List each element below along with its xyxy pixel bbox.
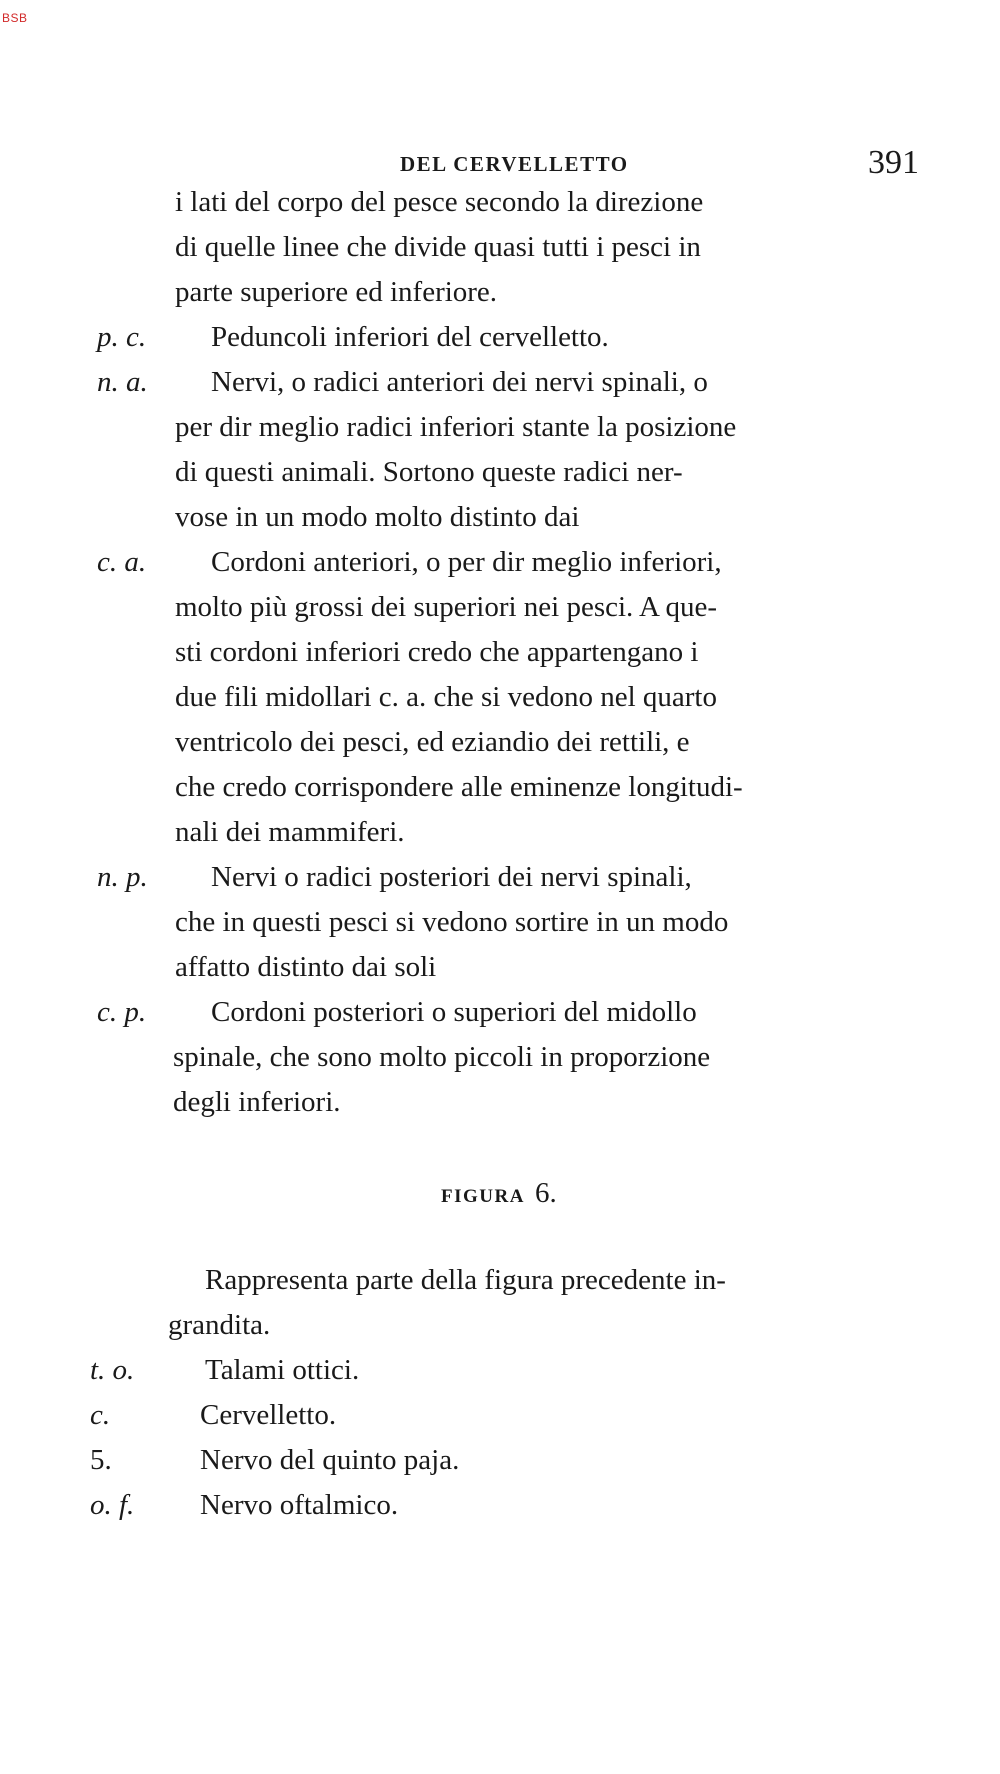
- body-line: nali dei mammiferi.: [175, 816, 405, 848]
- library-watermark: BSB: [2, 11, 28, 25]
- entry-label: c. a.: [97, 546, 147, 578]
- body-line: parte superiore ed inferiore.: [175, 276, 498, 308]
- figure-heading: [441, 1177, 557, 1210]
- figure-caption-line: grandita.: [168, 1309, 271, 1341]
- figure-entry-label: c.: [90, 1399, 111, 1431]
- body-line: due fili midollari c. a. che si vedono nel quarto: [175, 681, 717, 713]
- figure-entry-label: t. o.: [90, 1354, 135, 1386]
- figure-number: 6.: [534, 1177, 557, 1209]
- entry-label: n. p.: [97, 861, 148, 893]
- figure-entry-line: Nervo del quinto paja.: [200, 1444, 460, 1476]
- body-line: sti cordoni inferiori credo che appartengano i: [175, 636, 699, 668]
- body-line: Peduncoli inferiori del cervelletto.: [211, 321, 609, 353]
- body-line: vose in un modo molto distinto dai: [175, 501, 580, 533]
- body-line: degli inferiori.: [173, 1086, 341, 1118]
- body-line: affatto distinto dai soli: [175, 951, 437, 983]
- figure-caption-line: Rappresenta parte della figura precedente in-: [205, 1264, 726, 1296]
- body-line: i lati del corpo del pesce secondo la direzione: [175, 186, 704, 218]
- figure-entry-line: Cervelletto.: [200, 1399, 337, 1431]
- body-line: molto più grossi dei superiori nei pesci. A que-: [175, 591, 718, 623]
- body-line: per dir meglio radici inferiori stante la posizione: [175, 411, 737, 443]
- entry-label: n. a.: [97, 366, 148, 398]
- figure-entry-label: o. f.: [90, 1489, 135, 1521]
- page-header: [0, 144, 1000, 184]
- figure-entry-line: Talami ottici.: [205, 1354, 360, 1386]
- body-line: spinale, che sono molto piccoli in proporzione: [173, 1041, 711, 1073]
- body-line: Nervi, o radici anteriori dei nervi spinali, o: [211, 366, 708, 398]
- body-line: Nervi o radici posteriori dei nervi spinali,: [211, 861, 692, 893]
- page-number: 391: [868, 144, 919, 181]
- figure-entry-label: 5.: [90, 1444, 112, 1476]
- body-line: di quelle linee che divide quasi tutti i pesci in: [175, 231, 701, 263]
- entry-label: p. c.: [97, 321, 147, 353]
- running-head: DEL CERVELLETTO: [400, 152, 629, 176]
- body-line: Cordoni anteriori, o per dir meglio inferiori,: [211, 546, 722, 578]
- body-line: Cordoni posteriori o superiori del midollo: [211, 996, 697, 1028]
- body-line: di questi animali. Sortono queste radici ner-: [175, 456, 683, 488]
- figure-entry-line: Nervo oftalmico.: [200, 1489, 399, 1521]
- body-line: che in questi pesci si vedono sortire in un modo: [175, 906, 729, 938]
- body-line: ventricolo dei pesci, ed eziandio dei rettili, e: [175, 726, 690, 758]
- body-line: che credo corrispondere alle eminenze longitudi-: [175, 771, 743, 803]
- entry-label: c. p.: [97, 996, 147, 1028]
- figure-word: FIGURA: [441, 1186, 525, 1207]
